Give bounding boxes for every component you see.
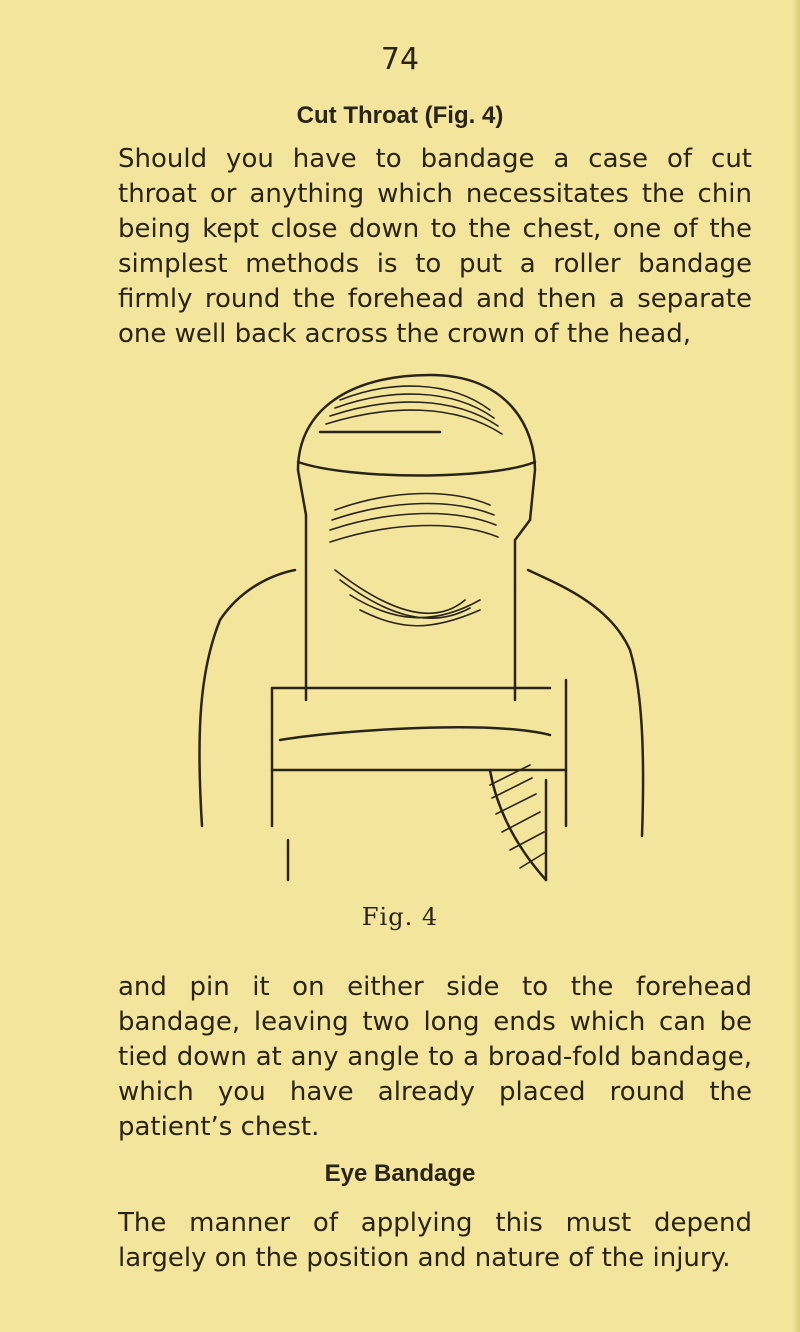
head-outline <box>298 375 535 520</box>
paragraph-continuation: and pin it on either side to the forehead bandage, leaving two long ends which can be tied down at any angle to a broad-fold bandage, which you have already placed round the patient’s chest. <box>118 972 752 1142</box>
section-heading-eye-bandage: Eye Bandage <box>324 1160 476 1187</box>
page-number: 74 <box>380 42 420 77</box>
bandage-fold-line <box>280 727 550 740</box>
paragraph-cut-throat: Should you have to bandage a case of cut throat or anything which necessitates the chin being kept close down to the chest, one of the simplest methods is to put a roller bandage firmly round the forehead and then a separate one well back across the crown of the head, <box>118 144 752 349</box>
right-hanging-end <box>490 770 546 880</box>
page-edge-shadow <box>792 0 800 1332</box>
paragraph-eye-bandage: The manner of applying this must depend largely on the position and nature of the injury. <box>118 1208 752 1273</box>
left-shoulder-line <box>199 570 295 826</box>
forehead-bandage-band <box>298 462 535 476</box>
figure-caption: Fig. 4 <box>361 903 439 931</box>
face-left-edge <box>298 470 306 700</box>
section-heading-cut-throat: Cut Throat (Fig. 4) <box>296 102 504 129</box>
figure-4-illustration <box>190 370 660 890</box>
face-right-edge <box>515 520 530 700</box>
